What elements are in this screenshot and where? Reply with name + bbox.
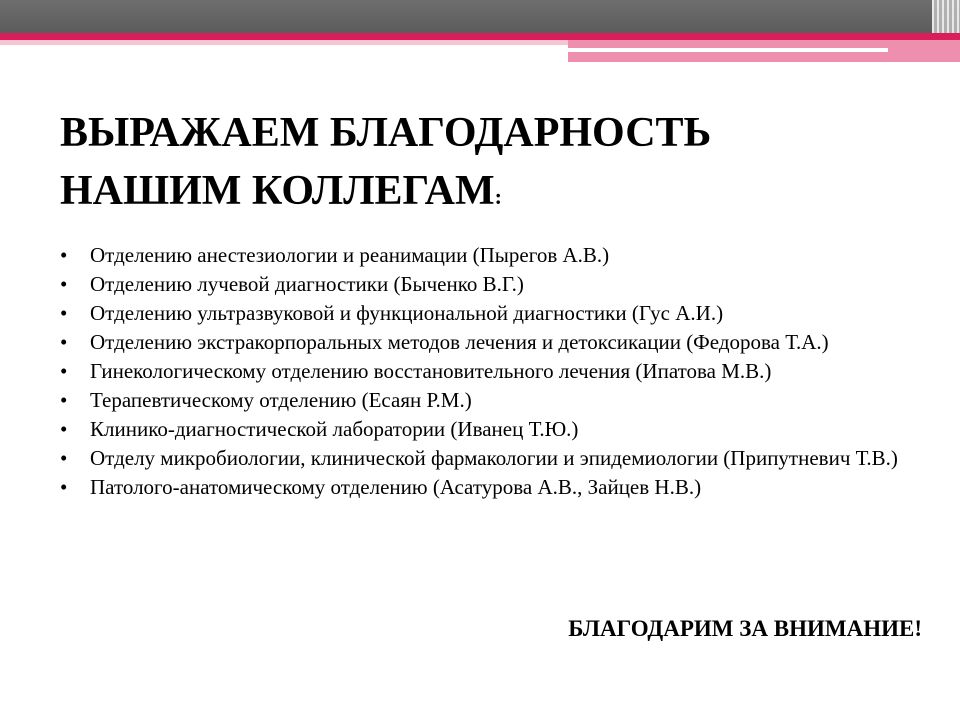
list-item: • Клинико-диагностической лаборатории (Иванец Т.Ю.) — [60, 415, 910, 444]
slide-title — [60, 104, 920, 226]
list-item: • Терапевтическому отделению (Есаян Р.М.) — [60, 386, 910, 415]
accent-light-band — [0, 40, 568, 45]
list-item: • Отделению анестезиологии и реанимации (Пырегов А.В.) — [60, 241, 910, 270]
title-colon: : — [494, 184, 502, 209]
title-line-1: ВЫРАЖАЕМ БЛАГОДАРНОСТЬ — [60, 110, 712, 156]
list-item: • Отделению экстракорпоральных методов лечения и детоксикации (Федорова Т.А.) — [60, 328, 910, 357]
thanks-list — [60, 241, 910, 502]
list-item: • Гинекологическому отделению восстановительного лечения (Ипатова М.В.) — [60, 357, 910, 386]
accent-line — [0, 33, 960, 40]
accent-white-line — [568, 48, 888, 52]
list-item: • Патолого-анатомическому отделению (Асатурова А.В., Зайцев Н.В.) — [60, 473, 910, 502]
list-item: • Отделу микробиологии, клинической фармакологии и эпидемиологии (Припутневич Т.В.) — [60, 444, 910, 473]
list-item: • Отделению лучевой диагностики (Быченко В.Г.) — [60, 270, 910, 299]
closing-text: БЛАГОДАРИМ ЗА ВНИМАНИЕ! — [568, 616, 922, 641]
list-item: • Отделению ультразвуковой и функциональной диагностики (Гус А.И.) — [60, 299, 910, 328]
title-line-2: НАШИМ КОЛЛЕГАМ — [60, 168, 495, 214]
header-bar — [0, 0, 960, 33]
